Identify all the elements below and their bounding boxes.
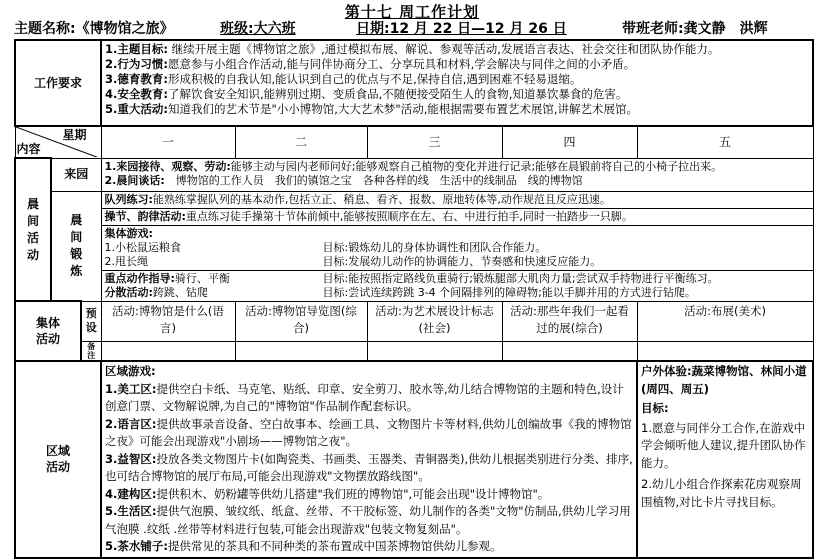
arrival-content: 1.来园接待、观察、劳动:能够主动与园内老师问好;能够观察自己植物的变化并进行记录;能够在晨锻前将自己的小椅子拉出来。 2.晨间谈话: 博物馆的工作人员 我们的镇馆之宝 各种各样的线 生活中的线制品 线的博物馆 bbox=[101, 158, 813, 191]
note-tuesday bbox=[235, 341, 367, 361]
day-thursday: 四 bbox=[502, 126, 637, 158]
day-monday: 一 bbox=[101, 126, 235, 158]
area-item: 1.美工区:提供空白卡纸、马克笔、贴纸、印章、安全剪刀、胶水等,幼儿结合博物馆的主题和特色,设计创意门票、文物解说牌,为自己的"博物馆"作品制作配套标识。 bbox=[105, 381, 624, 413]
note-thursday bbox=[502, 341, 637, 361]
theme-name: 主题名称:《博物馆之旅》 bbox=[14, 21, 174, 37]
area-item: 2.语言区:提供故事录音设备、空白故事本、绘画工具、文物图片卡等材料,供幼儿创编故事《我的博物馆之夜》可能会出现游戏"小剧场——博物馆之夜"。 bbox=[105, 416, 632, 448]
week-content-corner bbox=[15, 126, 101, 158]
page-header bbox=[0, 0, 824, 38]
group-activity-monday: 活动:博物馆是什么(语言) bbox=[101, 301, 235, 341]
weekly-plan-table bbox=[14, 39, 814, 559]
morning-activity-label: 晨间活动 bbox=[15, 158, 51, 301]
note-friday bbox=[637, 341, 813, 361]
work-requirements bbox=[101, 40, 813, 126]
note-monday bbox=[101, 341, 235, 361]
teachers: 带班老师:龚文静 洪辉 bbox=[622, 21, 768, 37]
work-item: 2.行为习惯:愿意参与小组合作活动,能与同伴协商分工、分享玩具和材料,学会解决与同伴之间的小矛盾。 bbox=[105, 57, 636, 71]
day-wednesday: 三 bbox=[367, 126, 502, 158]
preset-label: 预设 bbox=[81, 301, 101, 341]
outdoor-experience: 户外体验:蔬菜博物馆、林间小道(周四、周五) 目标: 1.愿意与同伴分工合作,在游戏中学会倾听他人建议,提升团队协作能力。 2.幼儿小组合作探索花房观察周围植物,对比卡片寻找目标。 bbox=[637, 361, 813, 558]
group-activity-wednesday: 活动:为艺术展设计标志(社会) bbox=[367, 301, 502, 341]
group-activity-label: 集体活动 bbox=[15, 301, 81, 361]
class-name: 班级:大六班 bbox=[220, 21, 296, 37]
work-requirements-label: 工作要求 bbox=[15, 40, 101, 126]
date-range: 日期:12 月 22 日—12 月 26 日 bbox=[356, 21, 567, 37]
morning-exercise-content: 队列练习:能熟练掌握队列的基本动作,包括立正、稍息、看齐、报数、原地转体等,动作规范且反应迅速。 操节、韵律活动:重点练习徒手操第十节体前倾中,能够按照顺序在左、右、中进行拍手,同时一拍踏步一只脚。 集体游戏: 1.小松鼠运粮食 目标:锻炼幼儿的身体协调性和团队合作能力。 2.甩长绳 目标:发展幼儿动作的协调能力、节奏感和快速反应能力。 重点动作指导:骑行、平衡 目标:能按照指定路线负重骑行;锻炼腿部大肌肉力量;尝试双手持物进行平衡练习。 分散活动:跨跳、钻爬 目标:尝试连续跨跳 3-4 个间隔排列的障碍物;能以手脚并用的方式进行钻爬。 bbox=[101, 191, 813, 301]
area-item: 3.益智区:投放各类文物图片卡(如陶瓷类、书画类、玉器类、青铜器类),供幼儿根据类别进行分类、排序,也可结合博物馆的展厅布局,可能会出现游戏"文物摆放路线图"。 bbox=[105, 451, 633, 483]
note-label: 备注 bbox=[81, 341, 101, 361]
area-activity-label: 区域活动 bbox=[15, 361, 101, 558]
work-item: 1.主题目标: 继续开展主题《博物馆之旅》,通过模拟布展、解说、参观等活动,发展语言表达、社会交往和团队协作能力。 bbox=[105, 42, 720, 56]
day-tuesday: 二 bbox=[235, 126, 367, 158]
group-activity-friday: 活动:布展(美术) bbox=[637, 301, 813, 341]
page-title: 第十七 周工作计划 bbox=[344, 3, 480, 21]
group-activity-tuesday: 活动:博物馆导览图(综合) bbox=[235, 301, 367, 341]
area-item: 4.建构区:提供积木、奶粉罐等供幼儿搭建"我们班的博物馆",可能会出现"设计博物馆"。 bbox=[105, 486, 550, 501]
area-games: 区域游戏: 1.美工区:提供空白卡纸、马克笔、贴纸、印章、安全剪刀、胶水等,幼儿结合博物馆的主题和特色,设计创意门票、文物解说牌,为自己的"博物馆"作品制作配套标识。 2.语言区:提供故事录音设备、空白故事本、绘画工具、文物图片卡等材料,供幼儿创编故事《我的博物馆之夜》可能会出现游戏"小剧场——博物馆之夜"。 3.益智区:投放各类文物图片卡(如陶瓷类、书画类、玉器类、青铜器类),供幼儿根据类别进行分类、排序,也可结合博物馆的展厅布局,可能会出现游戏"文物摆放路线图"。 4.建构区:提供积木、奶粉罐等供幼儿搭建"我们班的博物馆",可能会出现"设计博物馆"。 5.生活区:提供气泡膜、皱纹纸、纸盒、丝带、不干胶标签、幼儿制作的各类"文物"仿制品,供幼儿学习用气泡膜 .纹纸 .丝带等材料进行包装,可能会出现游戏"包装文物复刻品"。 5.茶水铺子:提供常见的茶具和不同种类的茶布置成中国茶博物馆供幼儿参观。 bbox=[101, 361, 637, 558]
morning-exercise-label: 晨间锻炼 bbox=[51, 191, 101, 301]
content-label: 内容 bbox=[16, 142, 41, 156]
week-label: 星期 bbox=[62, 128, 87, 142]
area-item: 5.茶水铺子:提供常见的茶具和不同种类的茶布置成中国茶博物馆供幼儿参观。 bbox=[105, 539, 502, 553]
arrival-label: 来园 bbox=[51, 158, 101, 191]
work-item: 3.德育教育:形成积极的自我认知,能认识到自己的优点与不足,保持自信,遇到困难不轻易退缩。 bbox=[105, 72, 582, 86]
work-item: 4.安全教育:了解饮食安全知识,能辨别过期、变质食品,不随便接受陌生人的食物,知道暴饮暴食的危害。 bbox=[105, 87, 628, 101]
day-friday: 五 bbox=[637, 126, 813, 158]
note-wednesday bbox=[367, 341, 502, 361]
area-item: 5.生活区:提供气泡膜、皱纹纸、纸盒、丝带、不干胶标签、幼儿制作的各类"文物"仿制品,供幼儿学习用气泡膜 .纹纸 .丝带等材料进行包装,可能会出现游戏"包装文物复刻品"。 bbox=[105, 504, 631, 536]
work-item: 5.重大活动:知道我们的艺术节是"小小博物馆,大大艺术梦"活动,能根据需要布置艺术展馆,讲解艺术展馆。 bbox=[105, 102, 639, 116]
group-activity-thursday: 活动:那些年我们一起看过的展(综合) bbox=[502, 301, 637, 341]
